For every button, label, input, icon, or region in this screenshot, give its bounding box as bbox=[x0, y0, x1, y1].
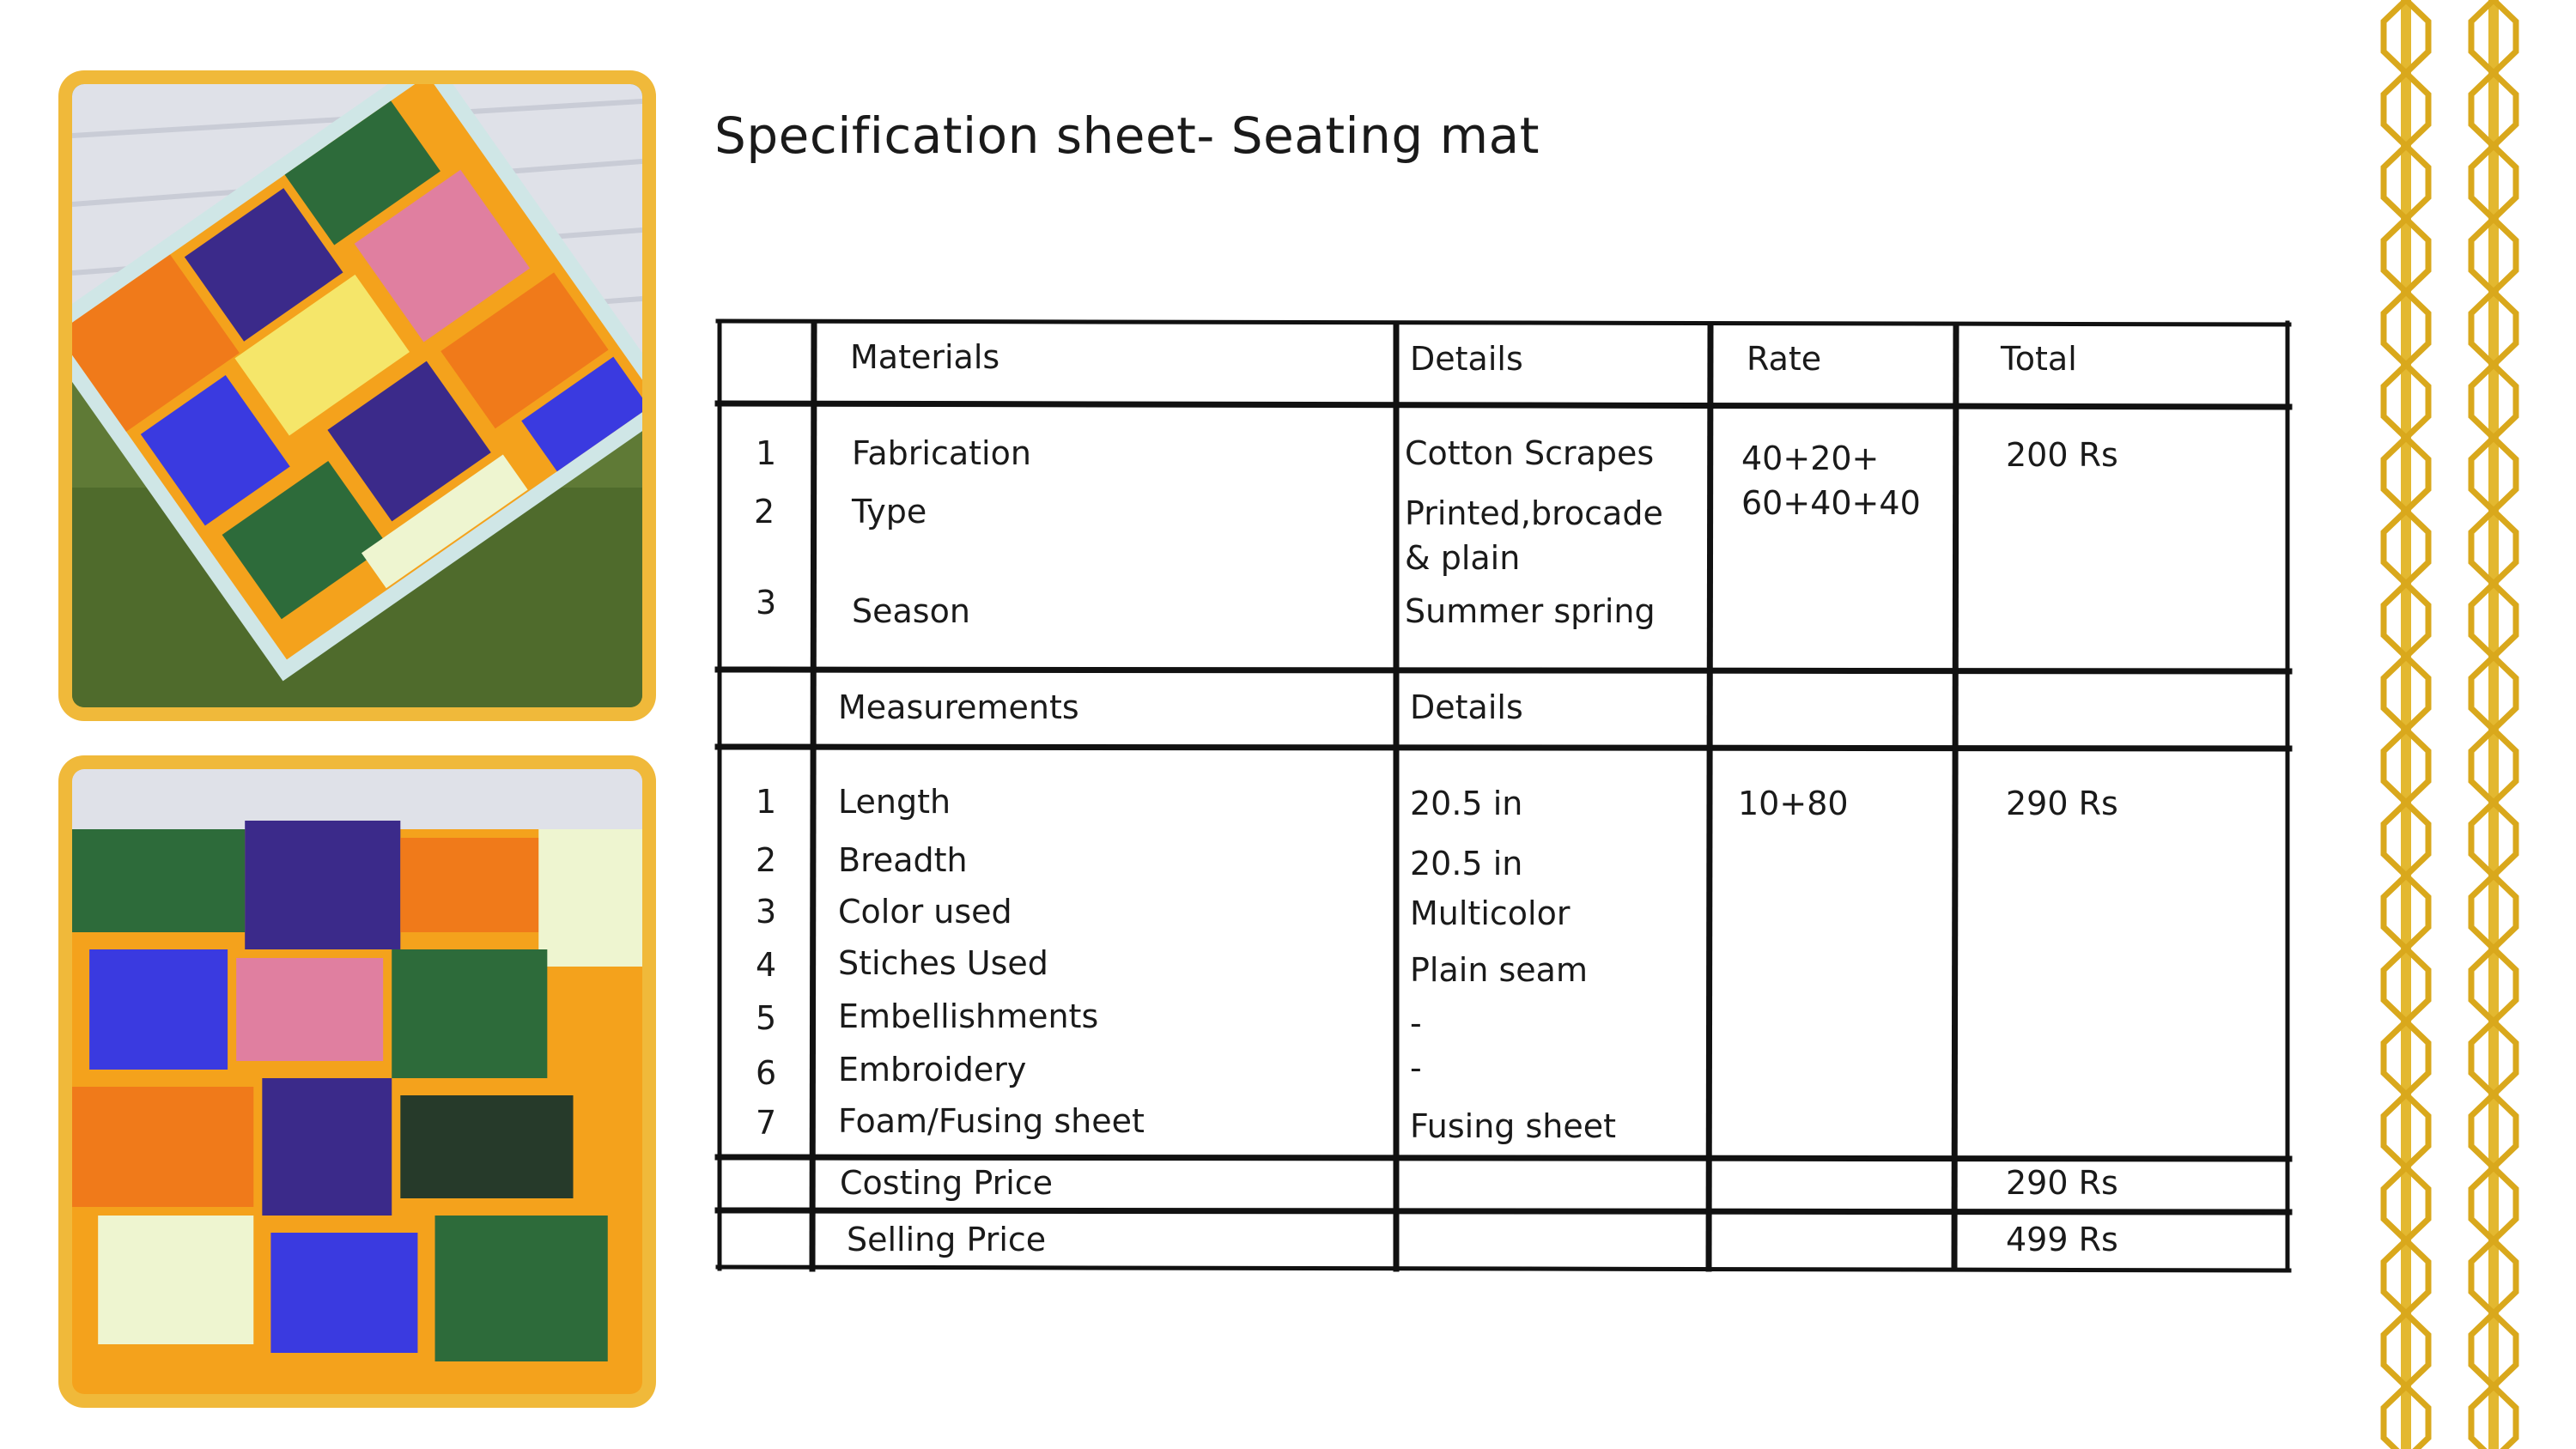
materials-total: 200 Rs bbox=[2006, 436, 2118, 474]
measurement-row-detail: - bbox=[1410, 1004, 1422, 1042]
measurement-row-number: 4 bbox=[756, 946, 777, 984]
measurement-row-detail: Fusing sheet bbox=[1410, 1107, 1617, 1145]
measurement-row-label: Length bbox=[838, 783, 951, 821]
material-row-detail-cont: & plain bbox=[1405, 539, 1521, 577]
measurement-row-detail: Multicolor bbox=[1410, 894, 1571, 932]
selling-price-label: Selling Price bbox=[847, 1221, 1047, 1258]
measurement-row-label: Embroidery bbox=[838, 1051, 1027, 1088]
measurement-row-number: 6 bbox=[756, 1054, 777, 1092]
header-measurements: Measurements bbox=[838, 688, 1079, 726]
selling-price-total: 499 Rs bbox=[2006, 1221, 2118, 1258]
measurement-row-label: Color used bbox=[838, 893, 1012, 931]
material-row-detail: Summer spring bbox=[1405, 592, 1656, 630]
material-row-detail: Printed,brocade bbox=[1405, 494, 1663, 532]
measurement-row-label: Foam/Fusing sheet bbox=[838, 1102, 1145, 1140]
measurement-row-number: 2 bbox=[756, 841, 777, 879]
measurement-row-number: 5 bbox=[756, 999, 777, 1037]
measurement-row-label: Breadth bbox=[838, 841, 968, 879]
measurement-row-number: 3 bbox=[756, 893, 777, 931]
material-row-label: Fabrication bbox=[852, 434, 1031, 472]
header-materials: Materials bbox=[850, 338, 1000, 376]
material-row-number: 2 bbox=[754, 493, 775, 530]
material-row-number: 1 bbox=[756, 434, 777, 472]
measurement-row-label: Embellishments bbox=[838, 997, 1099, 1035]
measurement-row-detail: - bbox=[1410, 1049, 1422, 1087]
measurement-rate: 10+80 bbox=[1738, 785, 1849, 822]
header-measurement-details: Details bbox=[1410, 688, 1523, 726]
measurement-row-detail: 20.5 in bbox=[1410, 845, 1523, 882]
header-rate: Rate bbox=[1747, 340, 1822, 378]
measurement-row-number: 1 bbox=[756, 783, 777, 821]
header-details: Details bbox=[1410, 340, 1523, 378]
material-row-number: 3 bbox=[756, 584, 777, 621]
page-title: Specification sheet- Seating mat bbox=[714, 106, 1540, 165]
measurement-row-detail: Plain seam bbox=[1410, 951, 1588, 989]
materials-rate-line2: 60+40+40 bbox=[1741, 484, 1921, 522]
measurement-row-label: Stiches Used bbox=[838, 944, 1048, 982]
measurement-row-number: 7 bbox=[756, 1104, 777, 1142]
materials-rate-line1: 40+20+ bbox=[1741, 440, 1880, 477]
material-row-label: Season bbox=[852, 592, 970, 630]
material-row-label: Type bbox=[852, 493, 927, 530]
header-total: Total bbox=[2001, 340, 2077, 378]
measurement-row-detail: 20.5 in bbox=[1410, 785, 1523, 822]
costing-price-total: 290 Rs bbox=[2006, 1164, 2118, 1202]
costing-price-label: Costing Price bbox=[840, 1164, 1054, 1202]
measurement-total: 290 Rs bbox=[2006, 785, 2118, 822]
material-row-detail: Cotton Scrapes bbox=[1405, 434, 1655, 472]
